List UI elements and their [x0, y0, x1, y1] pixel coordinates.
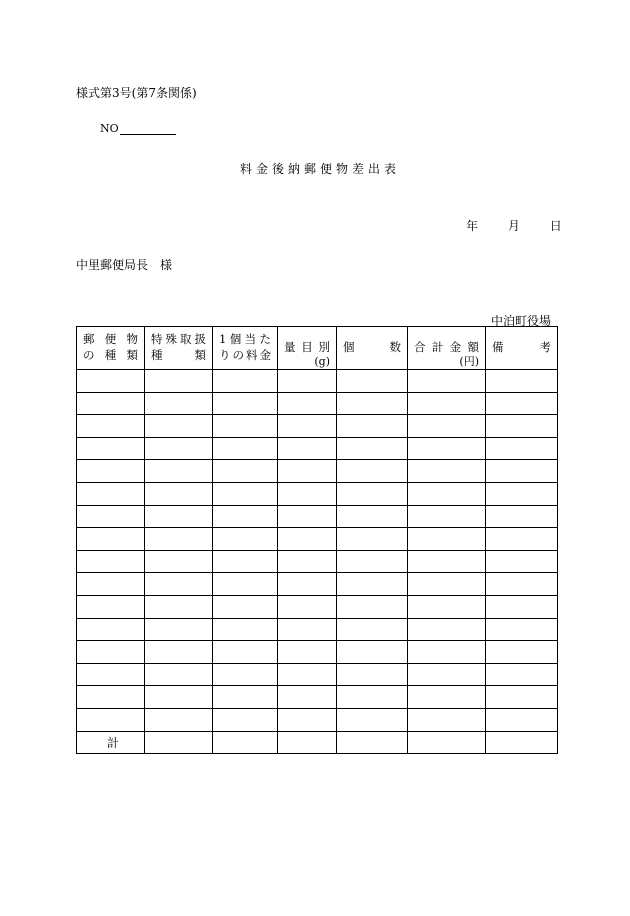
table-cell[interactable] — [337, 618, 408, 641]
table-cell[interactable] — [213, 460, 278, 483]
table-cell[interactable] — [486, 708, 558, 731]
header-special-handling-line1: 特 殊 取 扱 — [151, 332, 206, 346]
date-day: 日 — [549, 219, 562, 233]
table-cell[interactable] — [486, 618, 558, 641]
table-cell[interactable] — [337, 370, 408, 393]
table-cell[interactable] — [408, 550, 486, 573]
table-cell[interactable] — [486, 528, 558, 551]
table-cell[interactable] — [278, 641, 337, 664]
table-cell[interactable] — [408, 460, 486, 483]
table-cell[interactable] — [278, 573, 337, 596]
table-cell[interactable] — [77, 708, 145, 731]
table-cell[interactable] — [145, 460, 213, 483]
date-year: 年 — [466, 219, 479, 233]
table-cell[interactable] — [145, 528, 213, 551]
table-cell[interactable] — [77, 573, 145, 596]
table-cell[interactable] — [408, 505, 486, 528]
table-cell[interactable] — [486, 573, 558, 596]
table-cell[interactable] — [408, 618, 486, 641]
table-cell[interactable] — [77, 618, 145, 641]
total-cell[interactable] — [337, 731, 408, 754]
document-number-field — [100, 122, 176, 135]
header-quantity-line1: 個 数 — [343, 340, 401, 354]
table-cell[interactable] — [486, 686, 558, 709]
header-special-handling — [145, 327, 213, 370]
table-cell[interactable] — [408, 708, 486, 731]
table-row — [77, 415, 558, 438]
addressee: 中里郵便局長 様 — [76, 258, 173, 272]
header-weight-unit: (g) — [314, 355, 330, 368]
table-cell[interactable] — [337, 437, 408, 460]
table-cell[interactable] — [213, 528, 278, 551]
table-cell[interactable] — [77, 370, 145, 393]
table-cell[interactable] — [278, 686, 337, 709]
table-row — [77, 663, 558, 686]
header-remarks-line1: 備 考 — [492, 340, 551, 354]
table-row — [77, 482, 558, 505]
table-row — [77, 528, 558, 551]
submission-table — [76, 326, 558, 754]
table-cell[interactable] — [486, 505, 558, 528]
total-cell[interactable] — [145, 731, 213, 754]
table-cell[interactable] — [337, 415, 408, 438]
document-number-blank — [120, 134, 176, 135]
table-cell[interactable] — [337, 708, 408, 731]
table-cell[interactable] — [408, 595, 486, 618]
table-cell[interactable] — [278, 528, 337, 551]
table-cell[interactable] — [145, 686, 213, 709]
table-cell[interactable] — [278, 460, 337, 483]
table-cell[interactable] — [213, 550, 278, 573]
table-cell[interactable] — [486, 437, 558, 460]
table-cell[interactable] — [145, 482, 213, 505]
table-cell[interactable] — [213, 618, 278, 641]
header-unit-fee-line1: 1 個 当 た — [219, 332, 271, 346]
table-cell[interactable] — [486, 415, 558, 438]
table-cell[interactable] — [77, 482, 145, 505]
total-row — [77, 731, 558, 754]
table-cell[interactable] — [145, 370, 213, 393]
table-cell[interactable] — [408, 415, 486, 438]
table-row — [77, 618, 558, 641]
table-cell[interactable] — [337, 392, 408, 415]
table-cell[interactable] — [408, 573, 486, 596]
date-line — [466, 217, 562, 234]
table-cell[interactable] — [278, 663, 337, 686]
total-label: 計 — [77, 731, 145, 754]
table-cell[interactable] — [408, 482, 486, 505]
table-cell[interactable] — [278, 618, 337, 641]
table-cell[interactable] — [77, 686, 145, 709]
header-mail-type-line2: の 種 類 — [83, 348, 138, 362]
table-cell[interactable] — [486, 370, 558, 393]
table-cell[interactable] — [408, 437, 486, 460]
table-cell[interactable] — [145, 550, 213, 573]
table-cell[interactable] — [278, 437, 337, 460]
sender-name: 中泊町役場 — [491, 314, 552, 328]
table-row — [77, 595, 558, 618]
table-cell[interactable] — [145, 708, 213, 731]
table-cell[interactable] — [77, 437, 145, 460]
table-row — [77, 437, 558, 460]
table-cell[interactable] — [408, 641, 486, 664]
table-row — [77, 708, 558, 731]
table-cell[interactable] — [145, 663, 213, 686]
table-cell[interactable] — [213, 708, 278, 731]
table-cell[interactable] — [408, 370, 486, 393]
header-mail-type — [77, 327, 145, 370]
total-cell[interactable] — [408, 731, 486, 754]
table-cell[interactable] — [278, 708, 337, 731]
table-cell[interactable] — [337, 573, 408, 596]
table-cell[interactable] — [486, 392, 558, 415]
table-cell[interactable] — [213, 505, 278, 528]
table-cell[interactable] — [213, 392, 278, 415]
table-cell[interactable] — [486, 482, 558, 505]
table-cell[interactable] — [145, 573, 213, 596]
table-cell[interactable] — [337, 641, 408, 664]
total-cell[interactable] — [486, 731, 558, 754]
table-cell[interactable] — [337, 595, 408, 618]
header-special-handling-line2: 種 類 — [151, 348, 206, 362]
header-unit-fee — [213, 327, 278, 370]
table-row — [77, 686, 558, 709]
table-cell[interactable] — [278, 595, 337, 618]
table-cell[interactable] — [408, 686, 486, 709]
header-total-amount — [408, 327, 486, 370]
total-cell[interactable] — [213, 731, 278, 754]
table-cell[interactable] — [145, 618, 213, 641]
document-number-label: NO — [100, 122, 119, 135]
table-cell[interactable] — [213, 573, 278, 596]
table-cell[interactable] — [486, 595, 558, 618]
table-cell[interactable] — [145, 392, 213, 415]
form-number: 様式第3号(第7条関係) — [76, 86, 197, 100]
table-cell[interactable] — [77, 505, 145, 528]
table-cell[interactable] — [278, 482, 337, 505]
table-cell[interactable] — [77, 663, 145, 686]
table-cell[interactable] — [213, 437, 278, 460]
table-cell[interactable] — [486, 550, 558, 573]
table-cell[interactable] — [337, 663, 408, 686]
table-cell[interactable] — [408, 663, 486, 686]
header-weight — [278, 327, 337, 370]
table-cell[interactable] — [408, 528, 486, 551]
header-total-amount-line1: 合 計 金 額 — [414, 340, 479, 354]
table-cell[interactable] — [145, 505, 213, 528]
table-row — [77, 550, 558, 573]
date-month: 月 — [507, 219, 520, 233]
table-cell[interactable] — [278, 392, 337, 415]
table-cell[interactable] — [278, 505, 337, 528]
table-cell[interactable] — [145, 415, 213, 438]
table-cell[interactable] — [337, 550, 408, 573]
document-title: 料金後納郵便物差出表 — [240, 162, 401, 176]
table-row — [77, 370, 558, 393]
table-row — [77, 641, 558, 664]
table-cell[interactable] — [408, 392, 486, 415]
table-cell[interactable] — [486, 460, 558, 483]
table-cell[interactable] — [213, 482, 278, 505]
table-cell[interactable] — [77, 415, 145, 438]
table-cell[interactable] — [278, 415, 337, 438]
table-cell[interactable] — [145, 595, 213, 618]
table-cell[interactable] — [77, 595, 145, 618]
table-row — [77, 392, 558, 415]
total-cell[interactable] — [278, 731, 337, 754]
table-cell[interactable] — [278, 550, 337, 573]
table-cell[interactable] — [213, 641, 278, 664]
table-cell[interactable] — [337, 482, 408, 505]
table-cell[interactable] — [278, 370, 337, 393]
header-remarks — [486, 327, 558, 370]
header-total-amount-unit: (円) — [459, 355, 479, 368]
table-cell[interactable] — [77, 550, 145, 573]
table-cell[interactable] — [337, 528, 408, 551]
table-cell[interactable] — [145, 641, 213, 664]
table-cell[interactable] — [337, 505, 408, 528]
table-cell[interactable] — [213, 663, 278, 686]
table-cell[interactable] — [337, 686, 408, 709]
header-mail-type-line1: 郵 便 物 — [83, 332, 138, 346]
table-cell[interactable] — [77, 528, 145, 551]
table-cell[interactable] — [77, 641, 145, 664]
table-cell[interactable] — [486, 663, 558, 686]
table-cell[interactable] — [213, 370, 278, 393]
table-cell[interactable] — [337, 460, 408, 483]
table-cell[interactable] — [145, 437, 213, 460]
table-cell[interactable] — [77, 392, 145, 415]
header-quantity — [337, 327, 408, 370]
table-row — [77, 460, 558, 483]
table-cell[interactable] — [77, 460, 145, 483]
table-row — [77, 573, 558, 596]
table-cell[interactable] — [486, 641, 558, 664]
header-unit-fee-line2: り の 料 金 — [219, 348, 271, 362]
table-row — [77, 505, 558, 528]
header-weight-line1: 量 目 別 — [284, 340, 330, 354]
table-cell[interactable] — [213, 686, 278, 709]
table-cell[interactable] — [213, 595, 278, 618]
table-cell[interactable] — [213, 415, 278, 438]
